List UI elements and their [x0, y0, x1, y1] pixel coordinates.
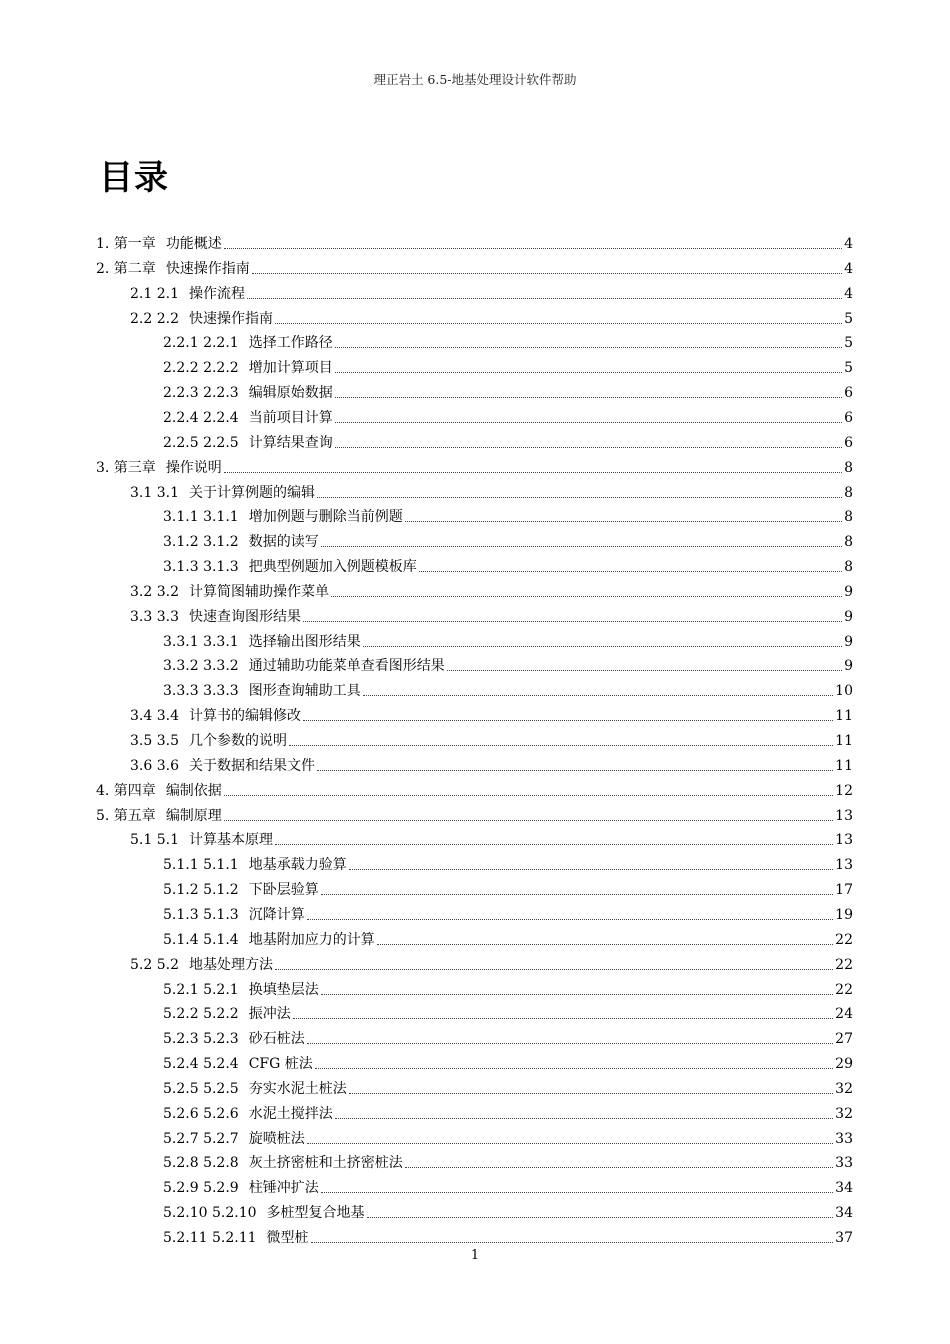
toc-entry-page: 13	[835, 807, 853, 824]
toc-entry-page: 8	[844, 559, 853, 576]
toc-entry-number: 5.2.7 5.2.7	[163, 1130, 239, 1147]
toc-dot-leader	[419, 571, 842, 572]
toc-entry-number: 3.3 3.3	[130, 608, 179, 625]
toc-entry-number: 3.1.2 3.1.2	[163, 534, 239, 551]
toc-entry-number: 5.2.5 5.2.5	[163, 1080, 239, 1097]
toc-entry-label: 换填垫层法	[248, 981, 319, 998]
toc-entry-label: 图形查询辅助工具	[248, 683, 361, 700]
toc-entry-number: 5.2.6 5.2.6	[163, 1105, 239, 1122]
toc-entry-label: 灰土挤密桩和土挤密桩法	[248, 1155, 403, 1172]
toc-entry[interactable]	[163, 377, 853, 401]
toc-entry[interactable]	[163, 551, 853, 575]
toc-entry-label: 计算结果查询	[248, 434, 333, 451]
toc-dot-leader	[367, 1217, 834, 1218]
toc-dot-leader	[317, 497, 842, 498]
toc-entry-number: 2.2.3 2.2.3	[163, 385, 239, 402]
toc-dot-leader	[252, 273, 842, 274]
toc-entry[interactable]	[163, 427, 853, 451]
toc-dot-leader	[275, 323, 842, 324]
toc-entry[interactable]	[130, 750, 853, 774]
toc-entry[interactable]	[130, 824, 853, 848]
toc-entry[interactable]	[163, 974, 853, 998]
toc-entry-number: 3.4 3.4	[130, 708, 179, 725]
toc-entry-number: 2.1 2.1	[130, 285, 179, 302]
toc-entry-label: 多桩型复合地基	[266, 1205, 365, 1222]
toc-entry-page: 37	[835, 1230, 853, 1246]
toc-entry-number: 3.6 3.6	[130, 757, 179, 774]
toc-entry-page: 8	[844, 509, 853, 526]
toc-entry[interactable]	[163, 924, 853, 948]
toc-dot-leader	[335, 397, 842, 398]
toc-entry[interactable]	[96, 452, 853, 476]
toc-dot-leader	[307, 919, 833, 920]
toc-entry[interactable]	[163, 626, 853, 650]
toc-entry-label: CFG 桩法	[248, 1056, 313, 1073]
toc-entry-page: 9	[844, 633, 853, 650]
toc-entry-label: 旋喷桩法	[248, 1130, 305, 1147]
toc-dot-leader	[247, 298, 842, 299]
toc-entry-page: 22	[835, 931, 853, 948]
toc-entry-number: 5.1.4 5.1.4	[163, 931, 239, 948]
toc-dot-leader	[335, 347, 842, 348]
toc-entry-page: 12	[835, 782, 853, 799]
toc-entry[interactable]	[130, 278, 853, 302]
toc-entry-page: 10	[835, 683, 853, 700]
toc-entry-number: 3.3.3 3.3.3	[163, 683, 239, 700]
toc-entry-page: 29	[835, 1056, 853, 1073]
toc-dot-leader	[335, 447, 842, 448]
toc-entry-page: 9	[844, 658, 853, 675]
toc-entry-label: 当前项目计算	[248, 409, 333, 426]
toc-entry-page: 27	[835, 1031, 853, 1048]
toc-entry[interactable]	[163, 874, 853, 898]
toc-entry-page: 6	[844, 385, 853, 402]
toc-dot-leader	[275, 844, 833, 845]
toc-dot-leader	[349, 1093, 833, 1094]
toc-entry-number: 2. 第二章	[96, 260, 156, 277]
toc-entry-page: 5	[844, 310, 853, 327]
toc-entry-label: 编制原理	[165, 807, 222, 824]
toc-dot-leader	[303, 621, 842, 622]
toc-entry-page: 6	[844, 434, 853, 451]
toc-entry[interactable]	[163, 650, 853, 674]
toc-entry-label: 沉降计算	[248, 906, 305, 923]
toc-entry-page: 34	[835, 1205, 853, 1222]
toc-entry-number: 5.2 5.2	[130, 956, 179, 973]
toc-entry-label: 快速查询图形结果	[188, 608, 301, 625]
toc-dot-leader	[275, 969, 833, 970]
toc-entry[interactable]	[163, 1222, 853, 1246]
toc-dot-leader	[335, 372, 842, 373]
toc-entry-label: 增加例题与删除当前例题	[248, 509, 403, 526]
toc-entry-page: 5	[844, 335, 853, 352]
toc-entry[interactable]	[163, 1048, 853, 1072]
toc-dot-leader	[307, 1143, 833, 1144]
toc-entry-label: 选择工作路径	[248, 335, 333, 352]
toc-entry-label: 几个参数的说明	[188, 733, 287, 749]
toc-entry-page: 33	[835, 1155, 853, 1172]
toc-entry-label: 功能概述	[165, 236, 222, 252]
toc-dot-leader	[363, 646, 842, 647]
toc-entry[interactable]	[130, 700, 853, 724]
toc-entry[interactable]	[163, 1172, 853, 1196]
toc-dot-leader	[321, 994, 833, 995]
toc-entry-number: 5.1.2 5.1.2	[163, 882, 239, 899]
toc-dot-leader	[293, 1018, 833, 1019]
page-title: 目录	[99, 158, 169, 198]
toc-dot-leader	[311, 1242, 834, 1243]
toc-dot-leader	[335, 1118, 833, 1119]
toc-entry[interactable]	[163, 352, 853, 376]
toc-entry-number: 3.1.3 3.1.3	[163, 559, 239, 576]
page-header: 理正岩土 6.5-地基处理设计软件帮助	[373, 72, 577, 87]
toc-entry-label: 数据的读写	[248, 534, 319, 551]
toc-entry-label: 夯实水泥土桩法	[248, 1080, 347, 1097]
toc-entry-label: 柱锤冲扩法	[248, 1180, 319, 1197]
toc-entry-label: 计算书的编辑修改	[188, 708, 301, 725]
toc-entry-number: 5.2.11 5.2.11	[163, 1230, 257, 1246]
toc-entry-page: 6	[844, 409, 853, 426]
toc-entry[interactable]	[163, 1073, 853, 1097]
toc-entry-number: 5.2.1 5.2.1	[163, 981, 239, 998]
toc-entry-number: 3.3.2 3.3.2	[163, 658, 239, 675]
toc-entry-label: 选择输出图形结果	[248, 633, 361, 650]
toc-dot-leader	[447, 670, 842, 671]
toc-entry-label: 砂石桩法	[248, 1031, 305, 1048]
toc-entry-page: 17	[835, 882, 853, 899]
toc-dot-leader	[321, 546, 842, 547]
toc-entry[interactable]	[130, 303, 853, 327]
toc-entry-number: 5.2.2 5.2.2	[163, 1006, 239, 1023]
toc-entry-page: 34	[835, 1180, 853, 1197]
toc-entry[interactable]	[130, 725, 853, 749]
toc-entry-number: 3.1 3.1	[130, 484, 179, 501]
toc-entry-page: 4	[844, 260, 853, 277]
toc-dot-leader	[289, 745, 833, 746]
toc-entry-number: 1. 第一章	[96, 236, 156, 252]
toc-entry-page: 4	[844, 285, 853, 302]
toc-entry-label: 把典型例题加入例题模板库	[248, 559, 417, 576]
toc-dot-leader	[363, 695, 833, 696]
toc-dot-leader	[377, 944, 833, 945]
toc-entry-page: 5	[844, 360, 853, 377]
toc-entry-page: 11	[835, 757, 853, 774]
toc-entry-number: 2.2.2 2.2.2	[163, 360, 239, 377]
toc-entry[interactable]	[163, 998, 853, 1022]
toc-entry-number: 2.2.1 2.2.1	[163, 335, 239, 352]
toc-entry[interactable]	[163, 526, 853, 550]
toc-entry-label: 水泥土搅拌法	[248, 1105, 333, 1122]
toc-entry-label: 地基处理方法	[188, 956, 273, 973]
toc-entry-label: 操作流程	[188, 285, 245, 302]
toc-entry-page: 13	[835, 857, 853, 874]
toc-entry-page: 9	[844, 608, 853, 625]
toc-dot-leader	[331, 596, 842, 597]
toc-entry[interactable]	[163, 675, 853, 699]
toc-dot-leader	[349, 869, 833, 870]
toc-entry-page: 9	[844, 583, 853, 600]
toc-entry-page: 24	[835, 1006, 853, 1023]
toc-entry[interactable]	[163, 849, 853, 873]
toc-entry-number: 3.3.1 3.3.1	[163, 633, 239, 650]
toc-entry[interactable]	[163, 1023, 853, 1047]
toc-entry-number: 5.1.1 5.1.1	[163, 857, 239, 874]
toc-entry-number: 3.2 3.2	[130, 583, 179, 600]
toc-entry-label: 快速操作指南	[188, 310, 273, 327]
toc-entry-label: 操作说明	[165, 459, 222, 476]
toc-entry-number: 5.2.8 5.2.8	[163, 1155, 239, 1172]
toc-entry[interactable]	[96, 228, 853, 252]
toc-entry-number: 5.2.3 5.2.3	[163, 1031, 239, 1048]
toc-entry-page: 8	[844, 484, 853, 501]
toc-entry-label: 计算简图辅助操作菜单	[188, 583, 329, 600]
toc-entry-page: 19	[835, 906, 853, 923]
toc-entry[interactable]	[130, 601, 853, 625]
toc-entry-label: 编辑原始数据	[248, 385, 333, 402]
toc-dot-leader	[307, 1043, 833, 1044]
toc-entry-number: 3.5 3.5	[130, 733, 179, 749]
toc-entry-page: 8	[844, 534, 853, 551]
toc-entry-page: 22	[835, 956, 853, 973]
toc-dot-leader	[224, 248, 842, 249]
toc-entry-label: 地基承载力验算	[248, 857, 347, 874]
toc-entry[interactable]	[96, 800, 853, 824]
toc-dot-leader	[335, 422, 842, 423]
toc-entry[interactable]	[130, 576, 853, 600]
toc-entry-label: 快速操作指南	[165, 260, 250, 277]
toc-entry-number: 5. 第五章	[96, 807, 156, 824]
toc-entry[interactable]	[163, 899, 853, 923]
toc-entry-page: 32	[835, 1080, 853, 1097]
toc-entry-page: 11	[835, 708, 853, 725]
toc-dot-leader	[405, 521, 842, 522]
toc-entry-number: 5.2.10 5.2.10	[163, 1205, 257, 1222]
toc-entry-page: 32	[835, 1105, 853, 1122]
toc-entry-label: 下卧层验算	[248, 882, 319, 899]
toc-entry[interactable]	[163, 1123, 853, 1147]
toc-entry-number: 5.2.4 5.2.4	[163, 1056, 239, 1073]
toc-entry[interactable]	[96, 253, 853, 277]
toc-entry-label: 通过辅助功能菜单查看图形结果	[248, 658, 445, 675]
toc-entry-number: 5.2.9 5.2.9	[163, 1180, 239, 1197]
toc-dot-leader	[224, 820, 833, 821]
toc-entry[interactable]	[163, 1147, 853, 1171]
toc-dot-leader	[224, 472, 842, 473]
toc-entry-number: 2.2 2.2	[130, 310, 179, 327]
toc-dot-leader	[317, 770, 833, 771]
toc-entry[interactable]	[163, 402, 853, 426]
toc-entry-number: 3.1.1 3.1.1	[163, 509, 239, 526]
toc-entry[interactable]	[130, 949, 853, 973]
toc-entry-number: 5.1.3 5.1.3	[163, 906, 239, 923]
toc-entry-page: 13	[835, 832, 853, 849]
toc-entry-number: 3. 第三章	[96, 459, 156, 476]
toc-entry[interactable]	[163, 501, 853, 525]
toc-entry-number: 4. 第四章	[96, 782, 156, 799]
toc-entry-number: 2.2.4 2.2.4	[163, 409, 239, 426]
toc-entry[interactable]	[130, 477, 853, 501]
toc-entry[interactable]	[163, 327, 853, 351]
toc-entry-label: 地基附加应力的计算	[248, 931, 375, 948]
toc-entry-label: 增加计算项目	[248, 360, 333, 377]
toc-entry-label: 编制依据	[165, 782, 222, 799]
toc-dot-leader	[321, 894, 833, 895]
toc-entry[interactable]	[96, 775, 853, 799]
toc-dot-leader	[321, 1192, 833, 1193]
toc-entry-page: 33	[835, 1130, 853, 1147]
toc-entry-label: 振冲法	[248, 1006, 291, 1023]
toc-entry[interactable]	[163, 1197, 853, 1221]
toc-entry-number: 5.1 5.1	[130, 832, 179, 849]
toc-entry-page: 4	[844, 236, 853, 252]
toc-entry-page: 11	[835, 733, 853, 749]
toc-entry-label: 关于计算例题的编辑	[188, 484, 315, 501]
toc-entry-page: 22	[835, 981, 853, 998]
toc-dot-leader	[224, 795, 833, 796]
toc-entry-number: 2.2.5 2.2.5	[163, 434, 239, 451]
toc-entry-label: 关于数据和结果文件	[188, 757, 315, 774]
toc-entry-page: 8	[844, 459, 853, 476]
page-number: 1	[470, 1248, 480, 1263]
toc-entry-label: 微型桩	[266, 1230, 309, 1246]
toc-dot-leader	[315, 1068, 833, 1069]
toc-dot-leader	[405, 1167, 833, 1168]
toc-dot-leader	[303, 720, 833, 721]
toc-entry-label: 计算基本原理	[188, 832, 273, 849]
toc-entry[interactable]	[163, 1098, 853, 1122]
